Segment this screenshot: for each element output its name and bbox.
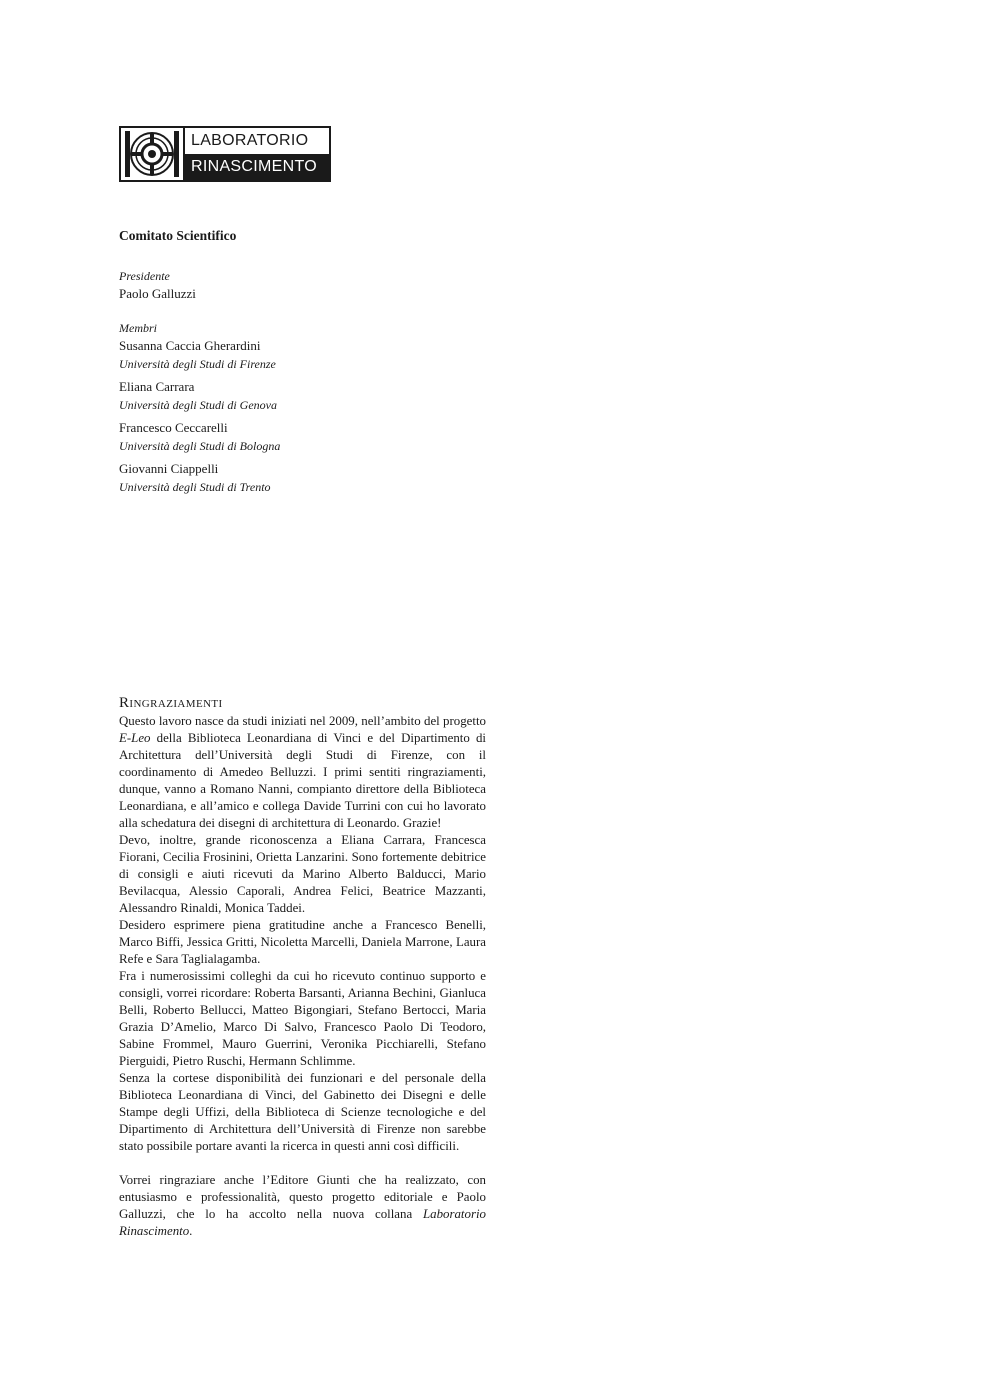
members-label: Membri bbox=[119, 321, 157, 335]
president-label: Presidente bbox=[119, 269, 170, 283]
acknowledgements-paragraph: Senza la cortese disponibilità dei funzionari e del personale della Biblioteca Leonardiana di Vinci, del Gabinetto dei Disegni e delle Stampe degli Uffizi, della Biblioteca di Scienze tecnologiche e del Dipartimento di Architettura dell’Università di Firenze non sarebbe stato possibile portare avanti la ricerca in questi anni così difficili. bbox=[119, 1071, 486, 1153]
member-affiliation: Università degli Studi di Genova bbox=[119, 398, 277, 412]
publisher-logo bbox=[119, 126, 331, 182]
member-affiliation: Università degli Studi di Trento bbox=[119, 480, 271, 494]
acknowledgements-section bbox=[119, 693, 486, 1240]
series-name: Laboratorio Rinascimento bbox=[119, 1207, 486, 1238]
committee-title: Comitato Scientifico bbox=[119, 228, 237, 243]
acknowledgements-title: Ringraziamenti bbox=[119, 695, 223, 711]
logo-wordmark bbox=[185, 126, 331, 182]
member-affiliation: Università degli Studi di Bologna bbox=[119, 439, 281, 453]
concentric-circle-emblem-icon bbox=[119, 126, 185, 182]
member-affiliation: Università degli Studi di Firenze bbox=[119, 357, 276, 371]
member-name: Giovanni Ciappelli bbox=[119, 461, 219, 476]
member-name: Francesco Ceccarelli bbox=[119, 420, 228, 435]
project-name: E-Leo bbox=[119, 731, 151, 745]
acknowledgements-paragraph: Desidero esprimere piena gratitudine anche a Francesco Benelli, Marco Biffi, Jessica Gritti, Nicoletta Marcelli, Daniela Marrone, Laura Refe e Sara Taglialagamba. bbox=[119, 918, 486, 966]
logo-line-2: RINASCIMENTO bbox=[185, 154, 329, 180]
acknowledgements-paragraph: Devo, inoltre, grande riconoscenza a Eliana Carrara, Francesca Fiorani, Cecilia Frosinini, Orietta Lanzarini. Sono fortemente debitrice di consigli e aiuti ricevuti da Marino Alberto Balducci, Mario Bevilacqua, Alessio Caporali, Andrea Felici, Beatrice Mazzanti, Alessandro Rinaldi, Monica Taddei. bbox=[119, 833, 486, 915]
member-name: Eliana Carrara bbox=[119, 379, 195, 394]
president-name: Paolo Galluzzi bbox=[119, 286, 196, 301]
acknowledgements-paragraph: Fra i numerosissimi colleghi da cui ho ricevuto continuo supporto e consigli, vorrei ricordare: Roberta Barsanti, Arianna Bechini, Gianluca Belli, Roberto Bellucci, Matteo Bigongiari, Stefano Bertocci, Maria Grazia D’Amelio, Marco Di Salvo, Francesco Paolo Di Teodoro, Sabine Frommel, Mauro Guerrini, Veronika Picchiarelli, Stefano Pierguidi, Pietro Ruschi, Hermann Schlimme. bbox=[119, 969, 486, 1068]
acknowledgements-paragraph: Vorrei ringraziare anche l’Editore Giunti che ha realizzato, con entusiasmo e professionalità, questo progetto editoriale e Paolo Galluzzi, che lo ha accolto nella nuova collana Laboratorio Rinascimento. bbox=[119, 1173, 486, 1238]
logo-line-1: LABORATORIO bbox=[185, 128, 329, 154]
member-name: Susanna Caccia Gherardini bbox=[119, 338, 261, 353]
acknowledgements-paragraph: Questo lavoro nasce da studi iniziati nel 2009, nell’ambito del progetto E-Leo della Biblioteca Leonardiana di Vinci e del Dipartimento di Architettura dell’Università degli Studi di Firenze, con il coordinamento di Amedeo Belluzzi. I primi sentiti ringraziamenti, dunque, vanno a Romano Nanni, compianto direttore della Biblioteca Leonardiana, e all’amico e collega Davide Turrini con cui ho lavorato alla schedatura dei disegni di architettura di Leonardo. Grazie! bbox=[119, 714, 486, 830]
scientific-committee bbox=[119, 228, 519, 501]
